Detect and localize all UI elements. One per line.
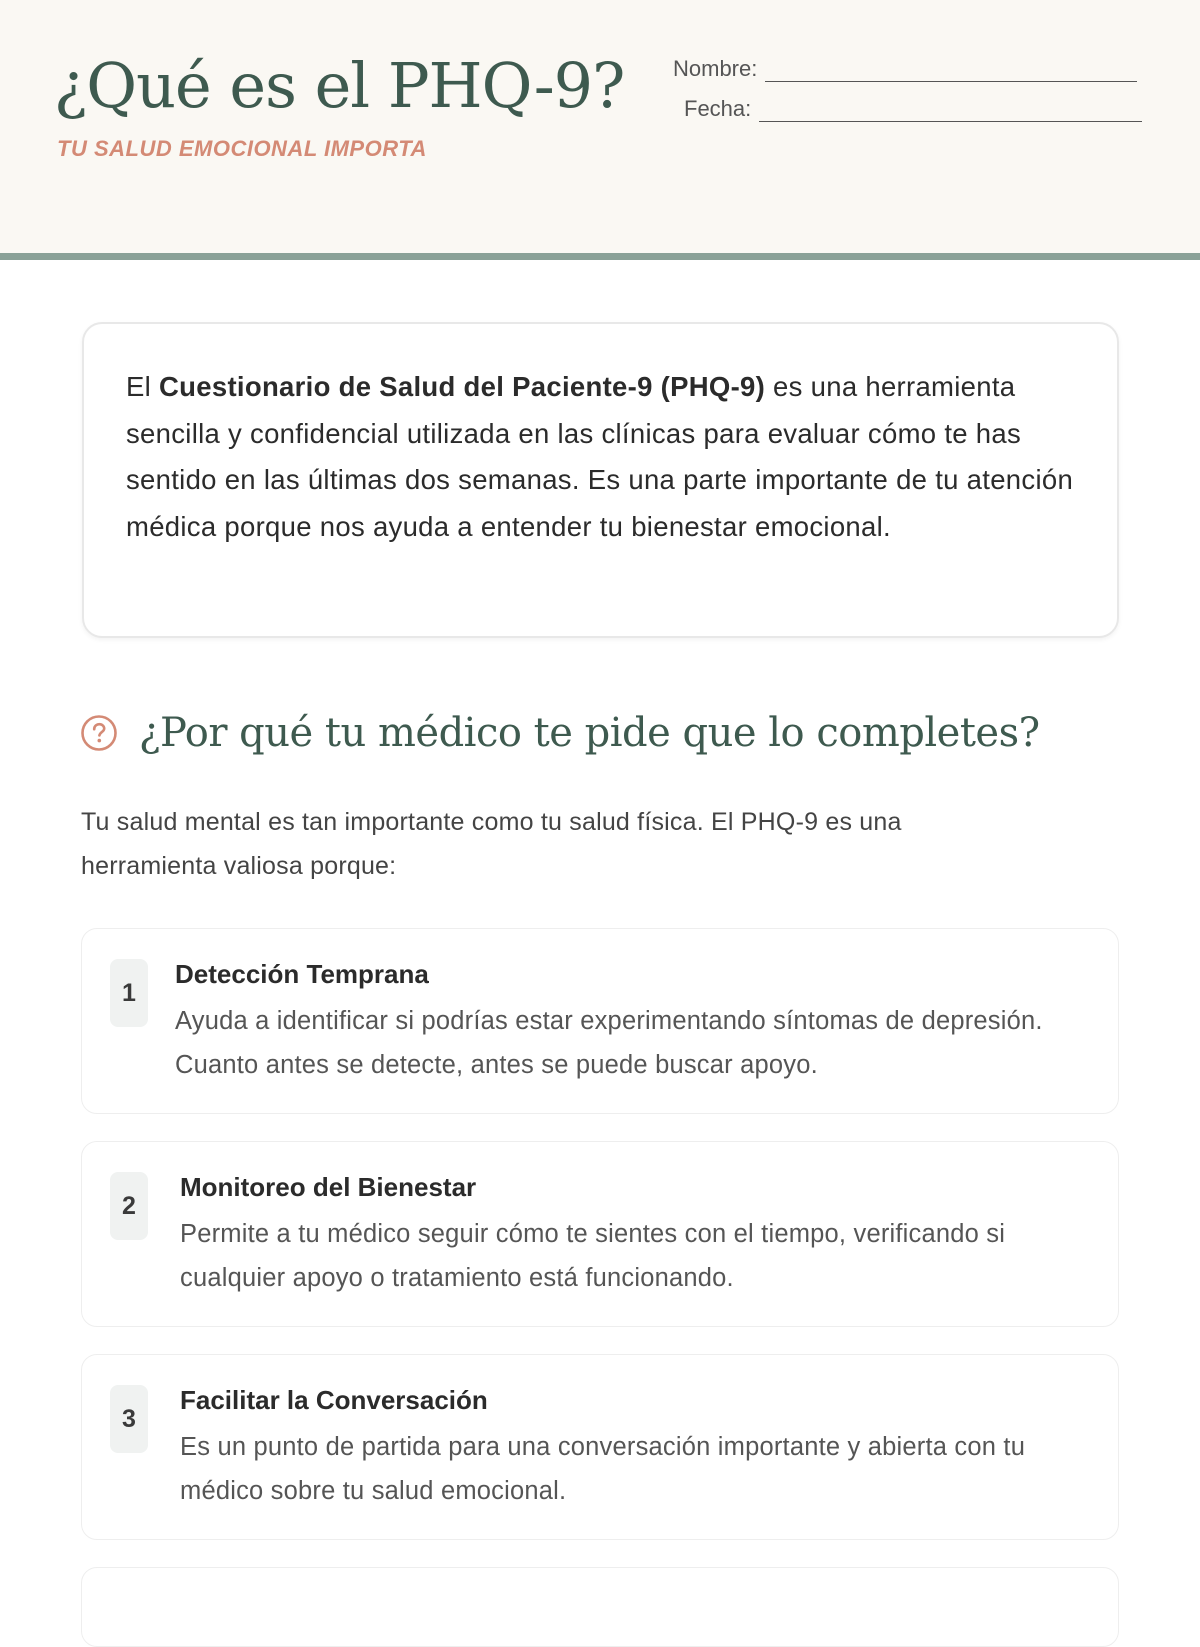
section-title: ¿Por qué tu médico te pide que lo completes? xyxy=(139,710,1040,756)
reason-number-badge: 3 xyxy=(110,1385,148,1453)
intro-suffix: es una herramienta sencilla y confidencial utilizada en las clínicas para evaluar cómo te has sentido en las últimas dos semanas. Es una parte importante de tu atención médica porque nos ayuda a entender tu bienestar emocional. xyxy=(126,371,1074,542)
section-lead: Tu salud mental es tan importante como tu salud física. El PHQ-9 es una herramienta valiosa porque: xyxy=(81,808,902,880)
date-blank-line[interactable] xyxy=(759,99,1142,122)
page-header xyxy=(0,0,1200,260)
reason-card xyxy=(81,1141,1119,1327)
reason-title: Monitoreo del Bienestar xyxy=(180,1172,477,1202)
reason-card-partial xyxy=(81,1567,1119,1647)
name-field[interactable] xyxy=(673,56,1137,82)
reason-text: Es un punto de partida para una conversación importante y abierta con tu médico sobre tu salud emocional. xyxy=(180,1433,1026,1505)
reason-number-badge: 1 xyxy=(110,959,148,1027)
name-label: Nombre: xyxy=(673,56,758,81)
reason-card xyxy=(81,928,1119,1114)
date-field[interactable] xyxy=(684,96,1142,122)
reason-text: Permite a tu médico seguir cómo te sientes con el tiempo, verificando si cualquier apoyo o tratamiento está funcionando. xyxy=(180,1220,1006,1292)
question-circle-icon xyxy=(80,714,118,752)
reason-number-badge: 2 xyxy=(110,1172,148,1240)
page-subtitle: TU SALUD EMOCIONAL IMPORTA xyxy=(57,136,427,161)
intro-prefix: El xyxy=(126,371,159,402)
reason-title: Facilitar la Conversación xyxy=(180,1385,488,1415)
date-label: Fecha: xyxy=(684,96,752,121)
intro-bold-term: Cuestionario de Salud del Paciente-9 (PHQ-9) xyxy=(159,371,766,402)
reason-card xyxy=(81,1354,1119,1540)
name-blank-line[interactable] xyxy=(765,59,1137,82)
section-heading xyxy=(80,710,1040,756)
reason-title: Detección Temprana xyxy=(175,959,429,989)
intro-card xyxy=(82,322,1119,638)
reason-text: Ayuda a identificar si podrías estar experimentando síntomas de depresión. Cuanto antes se detecte, antes se puede buscar apoyo. xyxy=(175,1007,1043,1079)
page-title: ¿Qué es el PHQ-9? xyxy=(54,49,625,122)
